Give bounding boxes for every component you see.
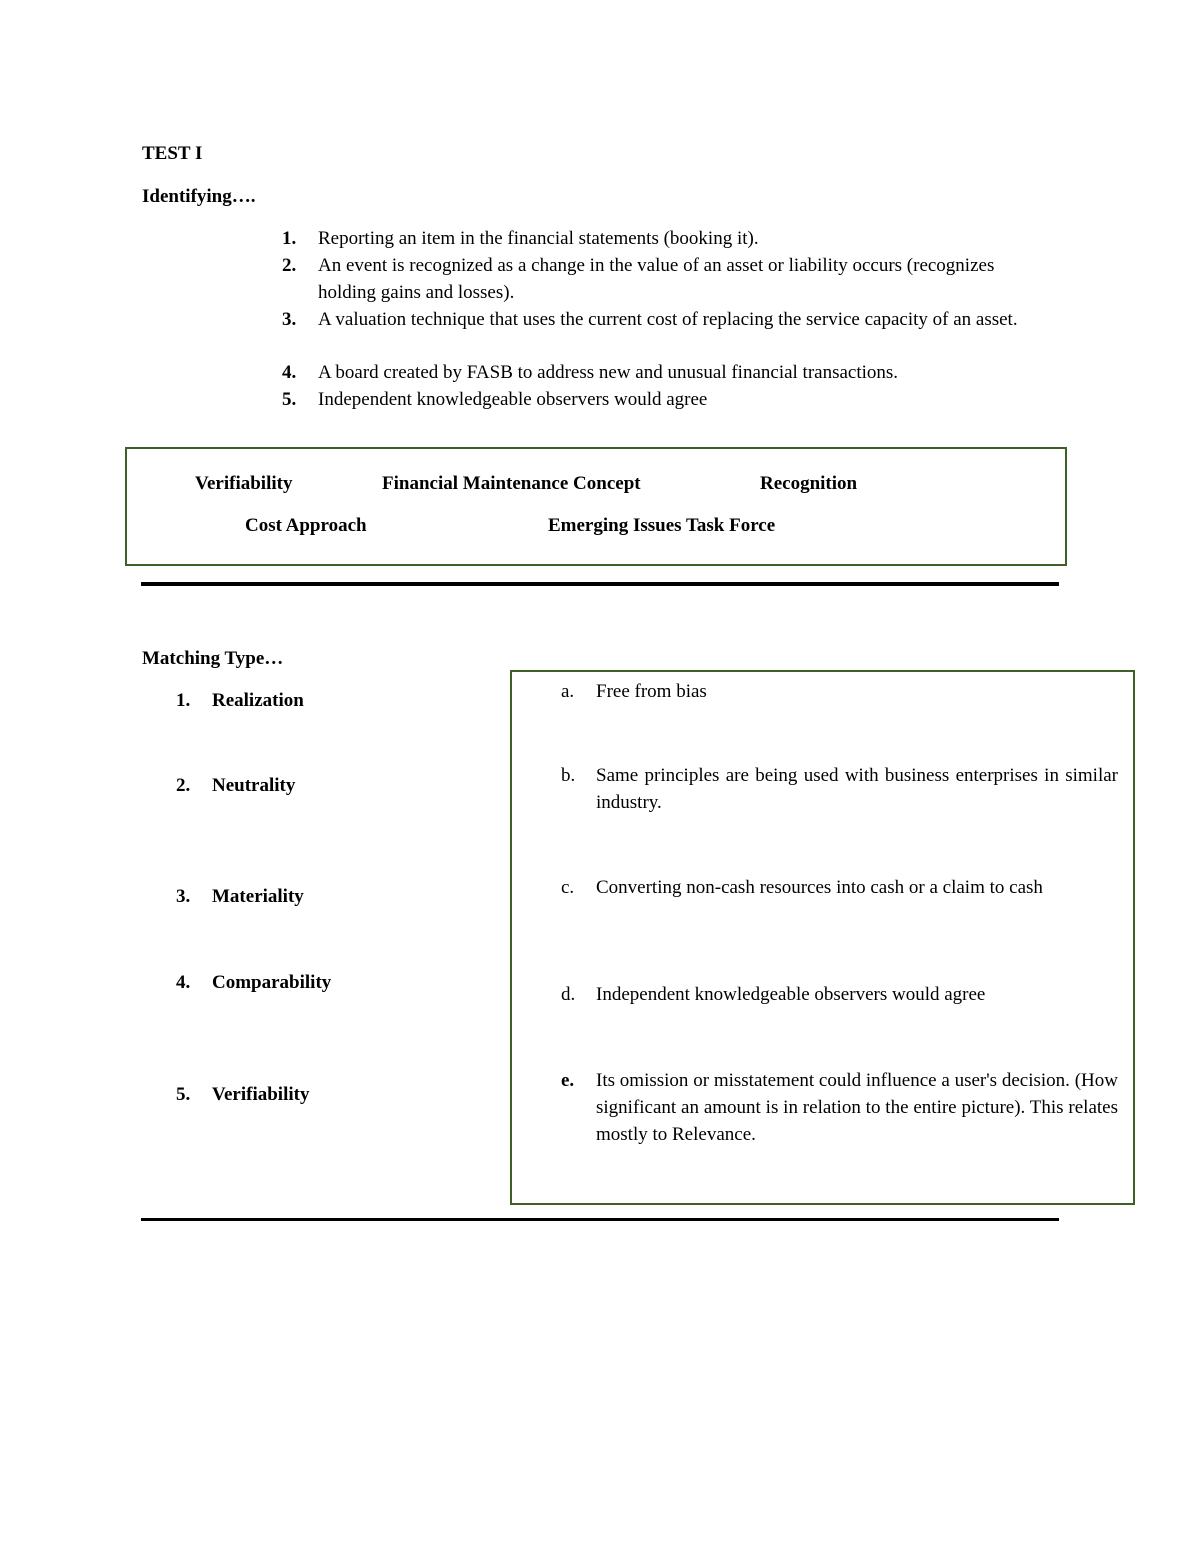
- answer-text: Independent knowledgeable observers would agree: [596, 984, 986, 1005]
- term-number: 3.: [176, 886, 191, 907]
- answer-letter: c.: [561, 877, 575, 898]
- answer-text: Same principles are being used with business enterprises in similar industry.: [596, 765, 1118, 813]
- answer-letter: b.: [561, 765, 576, 786]
- choice-term: Verifiability: [195, 473, 293, 494]
- term-number: 2.: [176, 775, 191, 796]
- answer-text: Free from bias: [596, 681, 707, 702]
- choice-term: Financial Maintenance Concept: [382, 473, 641, 494]
- identifying-heading: Identifying….: [142, 186, 256, 207]
- term-text: Realization: [212, 690, 304, 711]
- bottom-divider: [141, 1218, 1059, 1221]
- term-number: 4.: [176, 972, 191, 993]
- question-number: 1.: [282, 228, 297, 249]
- term-text: Materiality: [212, 886, 304, 907]
- question-number: 5.: [282, 389, 297, 410]
- term-text: Verifiability: [212, 1084, 310, 1105]
- question-text: A valuation technique that uses the current cost of replacing the service capacity of an asset.: [318, 309, 1018, 330]
- choice-term: Recognition: [760, 473, 858, 494]
- choice-term: Emerging Issues Task Force: [548, 515, 776, 536]
- question-number: 3.: [282, 309, 297, 330]
- term-number: 5.: [176, 1084, 191, 1105]
- answer-letter: a.: [561, 681, 575, 702]
- section-divider: [141, 582, 1059, 586]
- answer-letter: d.: [561, 984, 576, 1005]
- question-text: Reporting an item in the financial statements (booking it).: [318, 228, 759, 249]
- answer-text: Converting non-cash resources into cash or a claim to cash: [596, 877, 1043, 898]
- question-number: 4.: [282, 362, 297, 383]
- question-text: Independent knowledgeable observers would agree: [318, 389, 708, 410]
- question-number: 2.: [282, 255, 297, 276]
- term-number: 1.: [176, 690, 191, 711]
- choice-term: Cost Approach: [245, 515, 367, 536]
- answer-letter: e.: [561, 1070, 575, 1091]
- term-text: Neutrality: [212, 775, 296, 796]
- matching-heading: Matching Type…: [142, 648, 284, 669]
- answer-text: Its omission or misstatement could influence a user's decision. (How significant an amount is in relation to the entire picture). This relates mostly to Relevance.: [596, 1070, 1118, 1145]
- term-text: Comparability: [212, 972, 332, 993]
- question-text: An event is recognized as a change in the value of an asset or liability occurs (recognizes holding gains and losses).: [318, 255, 995, 303]
- test-title: TEST I: [142, 143, 203, 164]
- question-text: A board created by FASB to address new and unusual financial transactions.: [318, 362, 899, 383]
- choices-box: [125, 447, 1067, 566]
